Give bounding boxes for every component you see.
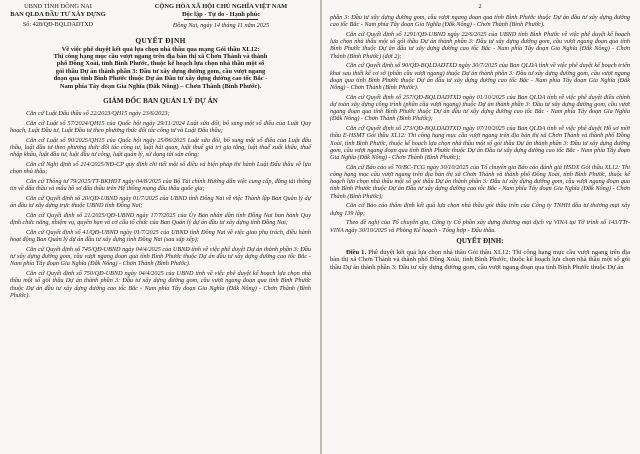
decision-heading: QUYẾT ĐỊNH: bbox=[456, 236, 504, 245]
legal-basis-item: Căn cứ Quyết định số 41/QĐ-UBND ngày 01/7/2025 của UBND tỉnh Đồng Nai về việc giao phụ trách, điều hành hoạt động Ban Quản lý dự án đầu tư xây dựng tỉnh Đồng Nai (sau sáp xếp); bbox=[10, 229, 311, 244]
legal-basis-item: Căn cứ Quyết định số 21/2025/QĐ-UBND ngày 17/7/2025 của Ủy Ban nhân dân tỉnh Đồng Nai ban hành Quy định chức năng, nhiệm vụ, quyền hạn và cơ cấu tổ chức của Ban Quản lý dự án đầu tư xây dựng tỉnh Đồng Nai; bbox=[10, 212, 311, 227]
article-1 bbox=[330, 249, 630, 272]
article-1-text: Phê duyệt kết quả lựa chọn nhà thầu Gói thầu XL12: Thi công hạng mục cầu vượt ngang trên địa bàn thị xã Chơn Thành và thành phố Đồng Xoài, tỉnh Bình Phước, thuộc kế hoạch lựa chọn nhà thầu một số gói thầu Dự án thành phần 3: Đầu tư xây dựng đường gom, cầu vượt ngang đoạn qua tỉnh Bình Phước thuộc Dự án bbox=[330, 248, 631, 272]
legal-basis-item: Căn cứ Luật số 90/2025/QH15 của Quốc hội ngày 25/06/2025 Luật sửa đổi, bổ sung một số điều của Luật đấu thầu, luật đầu tư theo phương thức đối tác công tư, luật hải quan, luật thuế giá trị gia tăng, luật thuế xuất khẩu, thuế nhập khẩu, luật đầu tư, luật đầu tư công, luật quản lý, sử dụng tài sản công; bbox=[10, 136, 311, 159]
legal-basis-list bbox=[10, 110, 311, 299]
legal-basis-item: Căn cứ Quyết định số 1291/QĐ-UBND ngày 22/6/2025 của UBND tỉnh Bình Phước về việc phê duyệt kế hoạch lựa chọn nhà thầu một số gói thầu Dự án thành phần 3: Đầu tư xây dựng đường gom, cầu vượt ngang đoạn qua tỉnh Bình Phước thuộc Dự án đầu tư xây dựng đường cao tốc Bắc - Nam phía Tây đoạn Gia Nghĩa (Đắk Nông) - Chơn Thành (Bình Phước) (đợt 2); bbox=[330, 31, 630, 60]
page-number: 2 bbox=[478, 3, 482, 10]
legal-basis-item: Căn cứ Báo cáo số 70/BC-TCG ngày 30/10/2025 của Tổ chuyên gia Báo cáo đánh giá HSDX Gói thầu XL12: Thi công hạng mục cầu vượt ngang trên địa bàn thị xã Chơn Thành và thành phố Đồng Xoài, tỉnh Bình Phước, thuộc kế hoạch lựa chọn nhà thầu một số gói thầu Dự án thành phần 3: Đầu tư xây dựng đường gom, cầu vượt ngang đoạn qua tỉnh Bình Phước thuộc Dự án Đầu tư xây dựng đường cao tốc Bắc - Nam phía Tây đoạn Gia Nghĩa (Đắk Nông) - Chơn Thành (Bình Phước); bbox=[330, 163, 630, 200]
legal-basis-item: Căn cứ Luật số 57/2024/QH15 của Quốc hội ngày 29/11/2024 Luật sửa đổi, bổ sung một số điều của Luật Quy hoạch, Luật Đầu tư, Luật Đầu tư theo phương thức đối tác công tư và Luật Đấu thầu; bbox=[10, 119, 311, 135]
agency-underline bbox=[38, 19, 78, 20]
agency-name: BAN QLDA ĐẦU TƯ XÂY DỰNG bbox=[10, 10, 106, 18]
title-line: đoạn qua tỉnh Bình Phước thuộc Dự án Đầu tư xây dựng đường cao tốc Bắc - bbox=[53, 75, 268, 83]
country-name: CỘNG HÒA XÃ HỘI CHỦ NGHĨA VIỆT NAM bbox=[154, 3, 288, 10]
legal-basis-item: Căn cứ Quyết định số 20/QĐ-UBND ngày 01/7/2025 của UBND tỉnh Đồng Nai về việc Thành lập Ban Quản lý dự án đầu tư xây dựng trực thuộc UBND tỉnh Đồng Nai; bbox=[10, 195, 311, 210]
legal-basis-item: Căn cứ Báo cáo thẩm định kết quả lựa chọn nhà thầu gói thầu trên của Công ty TNHH đầu tư thương mại xây dựng 139 lập; bbox=[330, 202, 630, 217]
motto: Độc lập - Tự do - Hạnh phúc bbox=[181, 10, 261, 18]
title-line: Thi công hạng mục cầu vượt ngang trên địa bàn thị xã Chơn Thành và thành bbox=[53, 52, 268, 60]
motto-underline bbox=[184, 19, 258, 20]
article-1-label: Điều 1. bbox=[346, 248, 367, 256]
document-date: Đồng Nai, ngày 14 tháng 11 năm 2025 bbox=[172, 21, 270, 29]
document-type: QUYẾT ĐỊNH bbox=[135, 35, 186, 45]
legal-basis-item: Căn cứ Thông tư 79/2025/TT-BKHĐT ngày 04/8/2025 của Bộ Tài chính Hướng dẫn việc cung cấp, đăng tải thông tin về đấu thầu và mẫu hồ sơ đấu thầu trên Hệ thống mạng đấu thầu quốc gia; bbox=[10, 178, 311, 193]
legal-basis-item: Căn cứ Quyết định số 257/QĐ-BQLDADTXD ngày 01/10/2025 của Ban QLDA tỉnh về việc phê duyệt điều chỉnh dự toán xây dựng công trình (phần cầu vượt ngang) thuộc Dự án thành phần 3: Đầu tư xây dựng đường gom, cầu vượt ngang đoạn qua tỉnh Bình Phước thuộc Dự án đầu tư xây dựng đường cao tốc Bắc - Nam phía Tây đoạn Gia Nghĩa (Đắk Nông) - Chơn Thành (Bình Phước); bbox=[330, 93, 630, 123]
legal-basis-item: Căn cứ Quyết định số 273/QĐ-BQLDADTXD ngày 07/10/2025 của Ban QLDA tỉnh về việc phê duyệt Hồ sơ mời thầu E-HSMT Gói thầu XL12: Thi công hạng mục cầu vượt ngang trên địa bàn thị xã Chơn Thành và thành phố Đồng Xoài, tỉnh Bình Phước, thuộc kế hoạch lựa chọn nhà thầu một số gói thầu Dự án thành phần 3: Đầu tư xây dựng đường gom, cầu vượt ngang đoạn qua tỉnh Bình Phước thuộc Dự án Đầu tư xây dựng đường cao tốc Bắc - Nam phía Tây đoạn Gia Nghĩa (Đắk Nông) - Chơn Thành (Bình Phước); bbox=[330, 125, 630, 162]
document-page-2 bbox=[322, 0, 640, 454]
issuing-authority: GIÁM ĐỐC BAN QUẢN LÝ DỰ ÁN bbox=[103, 97, 218, 106]
legal-basis-item: Căn cứ Quyết định số 745/QĐ-UBND ngày 04/4/2025 của UBND tỉnh về việc phê duyệt Dự án thành phần 3: Đầu tư xây dựng đường gom, cầu vượt ngang đoạn qua tỉnh Bình Phước thuộc Dự án đầu tư xây dựng đường cao tốc Bắc - Nam phía Tây đoạn Gia Nghĩa (Đắk Nông) - Chơn Thành (Bình Phước). bbox=[10, 246, 311, 268]
title-line: gói thầu Dự án thành phần 3: Đầu tư xây dựng đường gom, cầu vượt ngang bbox=[55, 67, 266, 75]
document-header bbox=[10, 3, 311, 30]
title-line: phố Đồng Xoài, tỉnh Bình Phước, thuộc kế hoạch lựa chọn nhà thầu một số bbox=[56, 60, 265, 68]
title-line: Về việc phê duyệt kết quả lựa chọn nhà thầu qua mạng Gói thầu XL12: bbox=[61, 45, 260, 53]
legal-basis-item: Căn cứ Luật Đấu thầu số 22/2023/QH15 ngày 23/6/2023; bbox=[26, 110, 170, 118]
document-title bbox=[14, 46, 307, 90]
issuing-agency bbox=[10, 3, 106, 30]
legal-basis-item: Căn cứ Quyết định số 750/QĐ-UBND ngày 04/4/2025 của UBND tỉnh về việc phê duyệt kế hoạch lựa chọn nhà thầu một số gói thầu Dự án thành phần 3: Đầu tư xây dựng đường gom, cầu vượt ngang đoạn qua tỉnh Bình Phước thuộc Dự án đầu tư xây dựng đường cao tốc Bắc - Nam phía Tây đoạn Gia Nghĩa (Đắk Nông) - Chơn Thành (Bình Phước). bbox=[10, 270, 311, 299]
legal-basis-item: Theo đề nghị của Tổ chuyên gia, Công ty Cổ phần xây dựng thương mại dịch vụ VINA tại Tờ trình số 143/TTr-VINA ngày 30/10/2025 và Phòng Kế hoạch - Tổng hợp - Đấu thầu. bbox=[330, 219, 630, 234]
national-motto bbox=[131, 3, 311, 30]
document-number: Số: 428/QĐ-BQLDADTXD bbox=[22, 20, 94, 28]
legal-basis-item: Căn cứ Nghị định số 214/2025/NĐ-CP quy định chi tiết một số điều và biện pháp thi hành Luật Đấu thầu về lựa chọn nhà thầu; bbox=[10, 161, 311, 176]
agency-parent: UBND TỈNH ĐỒNG NAI bbox=[24, 3, 92, 10]
legal-basis-item: phần 3: Đầu tư xây dựng đường gom, cầu vượt ngang đoạn qua tỉnh Bình Phước thuộc Dự án đầu tư xây dựng đường cao tốc Bắc - Nam phía Tây đoạn Gia Nghĩa (Đắk Nông) - Chơn Thành (Bình Phước). bbox=[330, 14, 630, 29]
legal-basis-list bbox=[330, 14, 630, 234]
legal-basis-item: Căn cứ Quyết định số 90/QĐ-BQLDADTXD ngày 30/7/2025 của Ban QLDA tỉnh về việc phê duyệt kế hoạch triển khai sau thiết kế cơ sở (phần cầu vượt ngang) thuộc Dự án thành phần 3: Đầu tư xây dựng đường gom, cầu vượt ngang đoạn qua tỉnh Bình Phước thuộc Dự án đầu tư xây dựng đường cao tốc Bắc - Nam phía Tây đoạn Gia Nghĩa (Đắk Nông) - Chơn Thành (Bình Phước). bbox=[330, 62, 630, 92]
title-line: Nam phía Tây đoạn Gia Nghĩa (Đắk Nông) – Chơn Thành (Bình Phước). bbox=[59, 82, 262, 90]
